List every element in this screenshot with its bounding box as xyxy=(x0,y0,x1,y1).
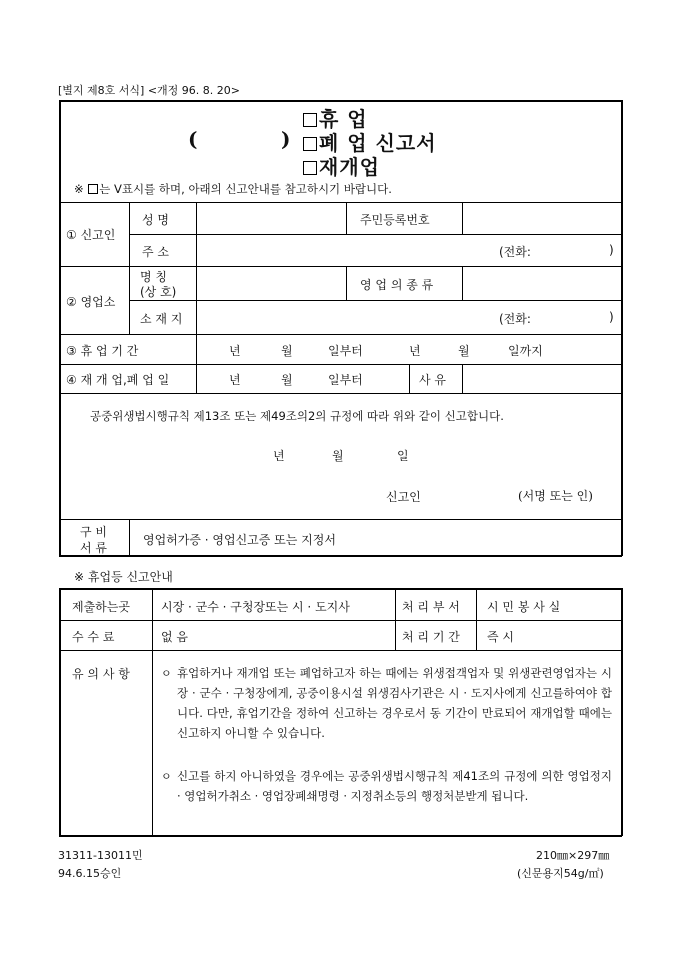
reopen-from: 일부터 xyxy=(328,373,363,387)
suspension-year2: 년 xyxy=(409,344,421,358)
footer-approval: 94.6.15승인 xyxy=(58,867,122,880)
reopen-reason-field[interactable] xyxy=(464,366,619,392)
business-type-label: 영 업 의 종 류 xyxy=(360,278,434,292)
documents-label-2: 서 류 xyxy=(80,541,107,555)
guide-note-1: 휴업하거나 재개업 또는 폐업하고자 하는 때에는 위생접객업자 및 위생관련영업자는 시장 · 군수 · 구청장에게, 공중이용시설 위생검사기관은 시 · 도지사에게 신고를하여야 합니다. 다만, 휴업기간을 정하여 신고하는 경우로서 동 기간이 만료되어 재개업할 때에는 신고하지 아니할 수 있습니다. xyxy=(177,666,612,740)
declaration-text: 공중위생법시행규칙 제13조 또는 제49조의2의 규정에 따라 위와 같이 신고합니다. xyxy=(90,409,504,423)
documents-label-1: 구 비 xyxy=(80,525,107,539)
business-name-label-2: (상 호) xyxy=(140,285,177,299)
reporter-phone-label: (전화: xyxy=(499,245,531,259)
reopen-label: ④ 재 개 업,폐 업 일 xyxy=(66,373,170,387)
title-paren-close: ) xyxy=(281,127,292,151)
reopen-month: 월 xyxy=(281,373,293,387)
business-location-field[interactable] xyxy=(198,302,488,332)
suspension-label: ③ 휴 업 기 간 xyxy=(66,344,139,358)
title-close: 폐 업 신고서 xyxy=(303,127,437,156)
guide-submit-label: 제출하는곳 xyxy=(72,600,130,614)
note-bullet-2: ㅇ xyxy=(161,770,172,783)
reporter-name-label: 성 명 xyxy=(142,213,169,227)
guide-submit-value: 시장 · 군수 · 구청장또는 시 · 도지사 xyxy=(161,600,350,614)
reporter-address-label: 주 소 xyxy=(142,245,169,259)
checkbox-reopen[interactable] xyxy=(303,161,317,175)
footer-paper: (신문용지54g/㎡) xyxy=(517,867,604,880)
reopen-reason-label: 사 유 xyxy=(419,373,446,387)
guide-note-2: 신고를 하지 아니하였을 경우에는 공중위생법시행규칙 제41조의 규정에 의한 영업정지 · 영업허가취소 · 영업장폐쇄명령 · 지정취소등의 행정처분받게 됩니다. xyxy=(177,769,612,803)
guide-period-label: 처 리 기 간 xyxy=(402,630,460,644)
title-suspend: 휴 업 xyxy=(303,103,368,132)
reopen-year: 년 xyxy=(229,373,241,387)
declaration-day: 일 xyxy=(397,449,409,463)
suspension-until: 일까지 xyxy=(508,344,543,358)
business-name-field[interactable] xyxy=(198,268,344,298)
suspension-month2: 월 xyxy=(458,344,470,358)
checkbox-suspend[interactable] xyxy=(303,113,317,127)
declaration-signer: 신고인 xyxy=(386,490,421,504)
title-reopen: 재개업 xyxy=(303,151,380,180)
documents-text: 영업허가증 · 영업신고증 또는 지정서 xyxy=(143,533,336,547)
business-type-field[interactable] xyxy=(464,268,619,298)
guide-notes-label: 유 의 사 항 xyxy=(72,667,130,681)
guide-dept-label: 처 리 부 서 xyxy=(402,600,460,614)
instruction: ※ 는 V표시를 하며, 아래의 신고안내를 참고하시기 바랍니다. xyxy=(74,182,392,196)
guide-dept-value: 시 민 봉 사 실 xyxy=(487,600,561,614)
reporter-id-label: 주민등록번호 xyxy=(360,213,430,227)
guide-title: ※ 휴업등 신고안내 xyxy=(74,570,173,584)
suspension-month1: 월 xyxy=(281,344,293,358)
business-name-label-1: 명 칭 xyxy=(140,270,167,284)
declaration-sign-note: (서명 또는 인) xyxy=(518,489,593,503)
footer-code: 31311-13011민 xyxy=(58,849,143,862)
checkbox-close[interactable] xyxy=(303,137,317,151)
title-paren-open: ( xyxy=(188,127,199,151)
reporter-address-field[interactable] xyxy=(198,236,488,264)
business-section-label: ② 영업소 xyxy=(66,295,116,309)
footer-size: 210㎜×297㎜ xyxy=(536,849,610,862)
declaration-month: 월 xyxy=(332,449,344,463)
note-bullet-1: ㅇ xyxy=(161,667,172,680)
business-phone-label: (전화: xyxy=(499,312,531,326)
suspension-from: 일부터 xyxy=(328,344,363,358)
reporter-phone-close: ) xyxy=(609,243,614,257)
declaration-year: 년 xyxy=(273,449,285,463)
business-location-label: 소 재 지 xyxy=(140,312,183,326)
reporter-name-field[interactable] xyxy=(198,204,344,232)
guide-period-value: 즉 시 xyxy=(487,630,514,644)
signature-field[interactable] xyxy=(440,482,510,506)
checkbox-sample-icon xyxy=(88,184,98,194)
form-id: [별지 제8호 서식] <개정 96. 8. 20> xyxy=(58,84,240,97)
reporter-section-label: ① 신고인 xyxy=(66,228,116,242)
suspension-year1: 년 xyxy=(229,344,241,358)
reporter-id-field[interactable] xyxy=(464,204,619,232)
business-phone-close: ) xyxy=(609,310,614,324)
guide-fee-label: 수 수 료 xyxy=(72,630,115,644)
guide-fee-value: 없 음 xyxy=(161,630,188,644)
